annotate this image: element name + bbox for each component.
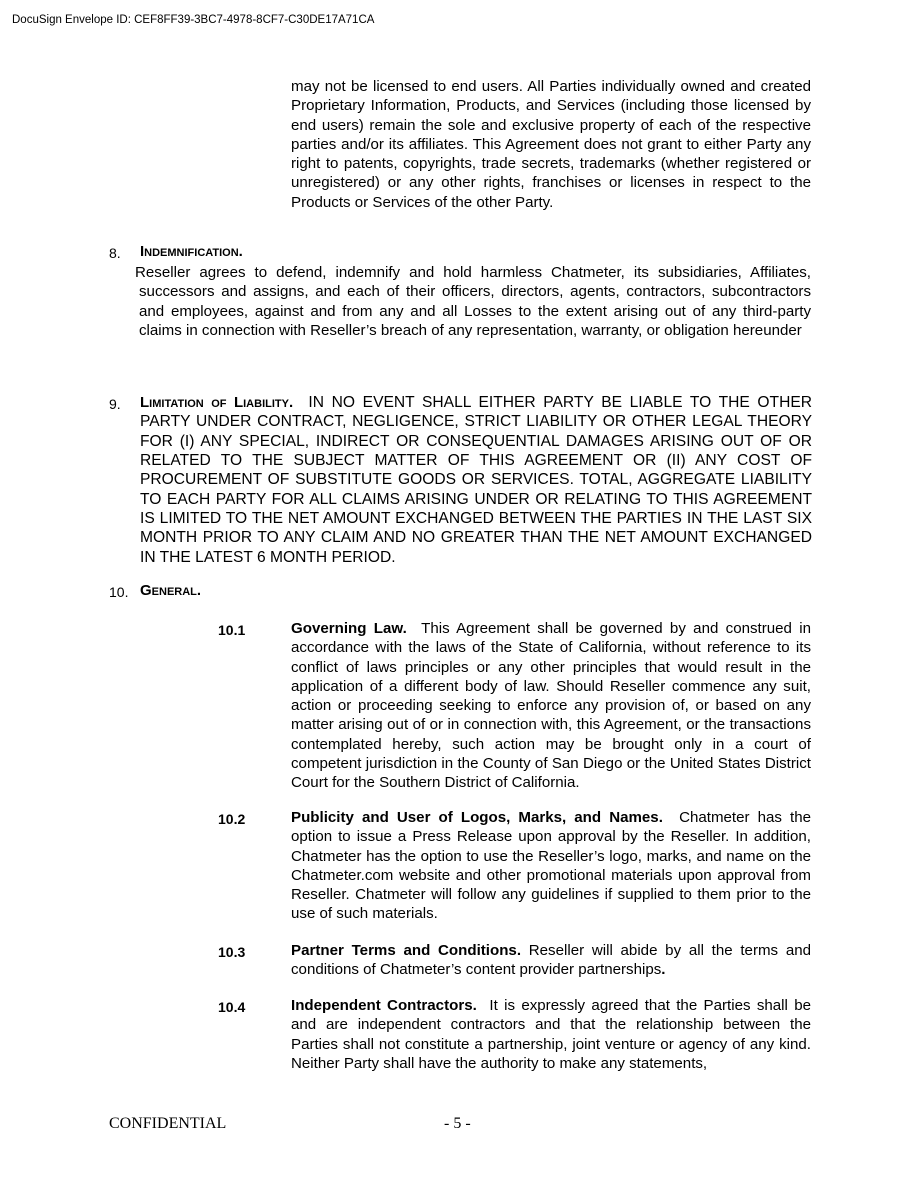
section-9-heading: Limitation of Liability. (140, 394, 294, 411)
footer-confidential: CONFIDENTIAL (109, 1115, 227, 1132)
footer-page-number: - 5 - (444, 1115, 471, 1132)
subsection-10-3-end: . (661, 961, 666, 979)
subsection-10-2 (291, 808, 811, 924)
section-9-body: IN NO EVENT SHALL EITHER PARTY BE LIABLE TO THE OTHER PARTY UNDER CONTRACT, NEGLIGENCE, STRICT LIABILITY OR OTHER LEGAL THEORY FOR (I) ANY SPECIAL, INDIRECT OR CONSEQUENTIAL DAMAGES ARISING OUT OF OR RELATED TO THE SUBJECT MATTER OF THIS AGREEMENT OR (II) ANY COST OF PROCUREMENT OF SUBSTITUTE GOODS OR SERVICES. TOTAL, AGGREGATE LIABILITY TO EACH PARTY FOR ALL CLAIMS ARISING UNDER OR RELATING TO THIS AGREEMENT IS LIMITED TO THE NET AMOUNT EXCHANGED BETWEEN THE PARTIES IN THE LAST SIX MONTH PRIOR TO ANY CLAIM AND NO GREATER THAN THE NET AMOUNT EXCHANGED IN THE LATEST 6 MONTH PERIOD. (140, 394, 812, 566)
subsection-10-2-title: Publicity and User of Logos, Marks, and Names. (291, 809, 663, 826)
subsection-10-3-number: 10.3 (218, 944, 246, 960)
docusign-envelope-id: DocuSign Envelope ID: CEF8FF39-3BC7-4978-8CF7-C30DE17A71CA (12, 14, 375, 26)
subsection-10-3 (291, 941, 811, 980)
section-9-number: 9. (109, 396, 121, 412)
section-8-heading: Indemnification. (140, 243, 243, 260)
subsection-10-1-number: 10.1 (218, 622, 246, 638)
subsection-10-4-number: 10.4 (218, 999, 246, 1015)
carryover-paragraph: may not be licensed to end users. All Parties individually owned and created Proprietary Information, Products, and Services (including those licensed by end users) remain the sole and exclusive property of each of the respective parties and/or its affiliates. This Agreement does not grant to either Party any right to patents, copyrights, trade secrets, trademarks (whether registered or unregistered) or any other rights, franchises or licenses in respect to the Products or Services of the other Party. (291, 78, 811, 211)
subsection-10-2-body: Chatmeter has the option to issue a Press Release upon approval by the Reseller. In addition, Chatmeter has the option to use the Reseller’s logo, marks, and name on the Chatmeter.com website and other promotional materials upon approval from Reseller. Chatmeter will follow any guidelines if supplied to them prior to the use of such materials. (291, 809, 811, 923)
subsection-10-1-body: This Agreement shall be governed by and construed in accordance with the laws of the State of California, without reference to its conflict of laws principles or any other principles that would result in the application of a different body of law. Should Reseller commence any suit, action or proceeding seeking to enforce any provision of, or based on any matter arising out of or in connection with, this Agreement, or the transactions contemplated hereby, such action may be brought only in a court of competent jurisdiction in the County of San Diego or the United States District Court for the Southern District of California. (291, 620, 811, 792)
subsection-10-4-body: It is expressly agreed that the Parties shall be and are independent contractors and that the relationship between the Parties shall not constitute a partnership, joint venture or agency of any kind. Neither Party shall have the authority to make any statements, (291, 997, 811, 1072)
subsection-10-3-body: Reseller will abide by all the terms and conditions of Chatmeter’s content provider partnerships (291, 942, 811, 979)
section-8-number: 8. (109, 245, 121, 261)
section-10-heading: General. (140, 582, 202, 599)
section-10-number: 10. (109, 584, 129, 600)
subsection-10-1 (291, 619, 811, 793)
subsection-10-3-title: Partner Terms and Conditions. (291, 942, 522, 959)
subsection-10-4 (291, 996, 811, 1073)
section-9-paragraph (140, 393, 812, 567)
subsection-10-2-number: 10.2 (218, 811, 246, 827)
subsection-10-4-title: Independent Contractors. (291, 997, 477, 1014)
section-8-body: Reseller agrees to defend, indemnify and hold harmless Chatmeter, its subsidiaries, Affiliates, successors and assigns, and each of their officers, directors, agents, contractors, subcontractors and employees, against and from any and all Losses to the extent arising out of any third-party claims in connection with Reseller’s breach of any representation, warranty, or obligation hereunder (135, 264, 811, 339)
subsection-10-1-title: Governing Law. (291, 620, 407, 637)
